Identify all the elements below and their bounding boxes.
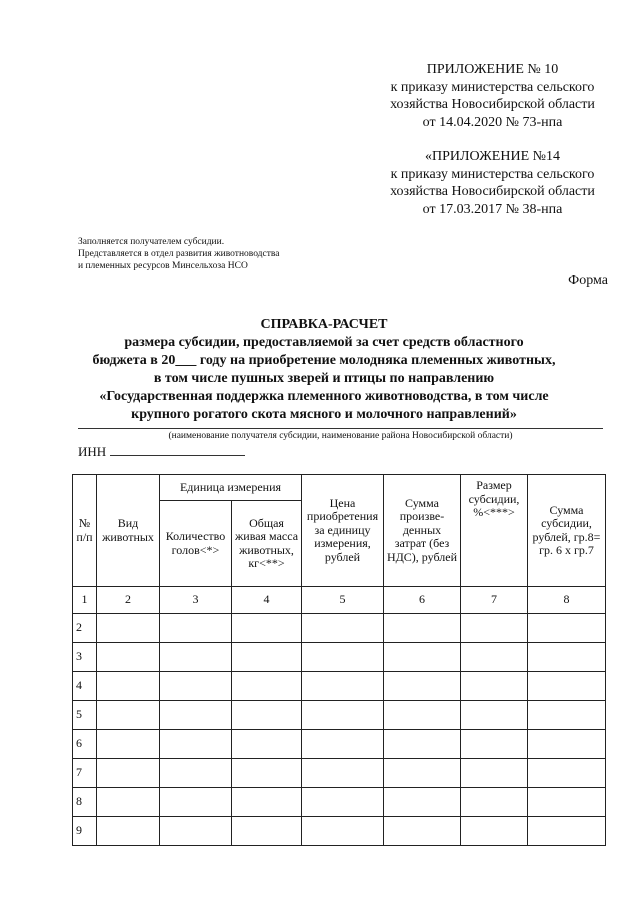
table-row [73, 759, 606, 788]
table-cell[interactable] [384, 672, 461, 701]
table-cell[interactable] [160, 614, 232, 643]
filling-note-line-1: Заполняется получателем субсидии. [78, 237, 225, 247]
column-number: 2 [97, 587, 160, 614]
appendix-14-title: «ПРИЛОЖЕНИЕ №14 [425, 149, 560, 164]
table-cell[interactable] [160, 643, 232, 672]
table-cell[interactable] [232, 701, 302, 730]
header-num: № п/п [73, 475, 97, 587]
appendix-10-order-line: к приказу министерства сельского [390, 79, 595, 95]
title-line-3: бюджета в 20___ году на приобретение молодняка племенных животных, [92, 353, 556, 368]
table-cell[interactable] [461, 643, 528, 672]
table-cell[interactable] [97, 614, 160, 643]
column-number: 1 [73, 587, 97, 614]
table-cell[interactable] [302, 672, 384, 701]
table-row [73, 643, 606, 672]
table-cell[interactable] [528, 759, 606, 788]
appendix-14-order-line: к приказу министерства сельского [390, 166, 595, 182]
row-number: 8 [73, 788, 97, 817]
table-body [73, 614, 606, 846]
row-number: 6 [73, 730, 97, 759]
column-number: 4 [232, 587, 302, 614]
table-cell[interactable] [384, 643, 461, 672]
appendix-10-header [380, 61, 605, 131]
title-line-6: крупного рогатого скота мясного и молочного направлений» [131, 407, 517, 422]
header-costs: Сумма произве-денных затрат (без НДС), рублей [384, 475, 461, 587]
table-cell[interactable] [302, 643, 384, 672]
table-cell[interactable] [302, 614, 384, 643]
table-cell[interactable] [302, 788, 384, 817]
table-cell[interactable] [461, 614, 528, 643]
title-line-1: СПРАВКА-РАСЧЕТ [260, 317, 388, 332]
header-subsidy: Сумма субсидии, рублей, гр.8= гр. 6 х гр.7 [528, 475, 606, 587]
table-cell[interactable] [461, 701, 528, 730]
header-weight: Общая живая масса животных, кг<**> [232, 501, 302, 587]
table-row [73, 788, 606, 817]
table-cell[interactable] [160, 730, 232, 759]
table-row [73, 817, 606, 846]
table-cell[interactable] [461, 788, 528, 817]
table-cell[interactable] [160, 701, 232, 730]
table-cell[interactable] [528, 672, 606, 701]
table-cell[interactable] [461, 730, 528, 759]
appendix-14-header [380, 148, 605, 218]
table-cell[interactable] [160, 817, 232, 846]
table-cell[interactable] [302, 759, 384, 788]
appendix-10-ministry-line: хозяйства Новосибирской области [390, 97, 595, 112]
table-cell[interactable] [384, 701, 461, 730]
table-cell[interactable] [384, 759, 461, 788]
table-cell[interactable] [160, 759, 232, 788]
header-unit-group: Единица измерения [160, 475, 302, 501]
appendix-10-date-line: от 14.04.2020 № 73-нпа [422, 114, 563, 130]
table-cell[interactable] [97, 759, 160, 788]
table-cell[interactable] [384, 788, 461, 817]
table-cell[interactable] [232, 759, 302, 788]
table-cell[interactable] [384, 730, 461, 759]
form-label: Форма [568, 273, 608, 288]
table-cell[interactable] [461, 672, 528, 701]
table-cell[interactable] [528, 788, 606, 817]
title-line-2: размера субсидии, предоставляемой за счет средств областного [124, 335, 524, 350]
table-cell[interactable] [528, 817, 606, 846]
inn-field[interactable] [110, 443, 245, 456]
column-number-row [73, 587, 606, 614]
table-cell[interactable] [461, 759, 528, 788]
filling-note [78, 236, 279, 272]
table-header-row-1 [73, 475, 606, 501]
appendix-14-date-line: от 17.03.2017 № 38-нпа [422, 201, 563, 217]
table-row [73, 614, 606, 643]
column-number: 7 [461, 587, 528, 614]
table-cell[interactable] [461, 817, 528, 846]
table-cell[interactable] [97, 730, 160, 759]
table-cell[interactable] [528, 643, 606, 672]
row-number: 3 [73, 643, 97, 672]
row-number: 5 [73, 701, 97, 730]
table-cell[interactable] [97, 788, 160, 817]
table-cell[interactable] [528, 730, 606, 759]
table-cell[interactable] [97, 643, 160, 672]
column-number: 3 [160, 587, 232, 614]
appendix-10-title: ПРИЛОЖЕНИЕ № 10 [426, 62, 559, 77]
table-cell[interactable] [160, 672, 232, 701]
table-row [73, 672, 606, 701]
header-price: Цена приобретения за единицу измерения, рублей [302, 475, 384, 587]
table-cell[interactable] [97, 672, 160, 701]
table-cell[interactable] [97, 817, 160, 846]
filling-note-line-3: и племенных ресурсов Минсельхоза НСО [78, 261, 248, 271]
appendix-14-ministry-line: хозяйства Новосибирской области [390, 184, 595, 199]
table-cell[interactable] [528, 701, 606, 730]
title-line-4: в том числе пушных зверей и птицы по направлению [153, 371, 495, 386]
recipient-name-field[interactable] [78, 428, 603, 429]
table-cell[interactable] [232, 817, 302, 846]
table-cell[interactable] [302, 701, 384, 730]
header-rate: Размер субсидии, %<***> [461, 475, 528, 587]
row-number: 7 [73, 759, 97, 788]
table-cell[interactable] [528, 614, 606, 643]
table-cell[interactable] [302, 730, 384, 759]
row-number: 9 [73, 817, 97, 846]
column-number: 6 [384, 587, 461, 614]
table-cell[interactable] [97, 701, 160, 730]
table-cell[interactable] [232, 672, 302, 701]
document-title [60, 316, 588, 424]
calculation-table [72, 474, 606, 846]
title-line-5: «Государственная поддержка племенного животноводства, в том числе [99, 389, 549, 404]
column-number: 8 [528, 587, 606, 614]
table-cell[interactable] [160, 788, 232, 817]
column-number: 5 [302, 587, 384, 614]
table-cell[interactable] [232, 788, 302, 817]
table-row [73, 730, 606, 759]
table-cell[interactable] [232, 643, 302, 672]
header-heads: Количество голов<*> [160, 501, 232, 587]
table-cell[interactable] [384, 614, 461, 643]
inn-row [78, 443, 245, 460]
inn-label: ИНН [78, 444, 107, 459]
filling-note-line-2: Представляется в отдел развития животноводства [78, 249, 280, 259]
table-cell[interactable] [232, 730, 302, 759]
row-number: 2 [73, 614, 97, 643]
table-cell[interactable] [302, 817, 384, 846]
header-kind: Вид животных [97, 475, 160, 587]
table-row [73, 701, 606, 730]
table-cell[interactable] [384, 817, 461, 846]
recipient-caption: (наименование получателя субсидии, наименование района Новосибирской области) [168, 431, 513, 441]
table-cell[interactable] [232, 614, 302, 643]
row-number: 4 [73, 672, 97, 701]
